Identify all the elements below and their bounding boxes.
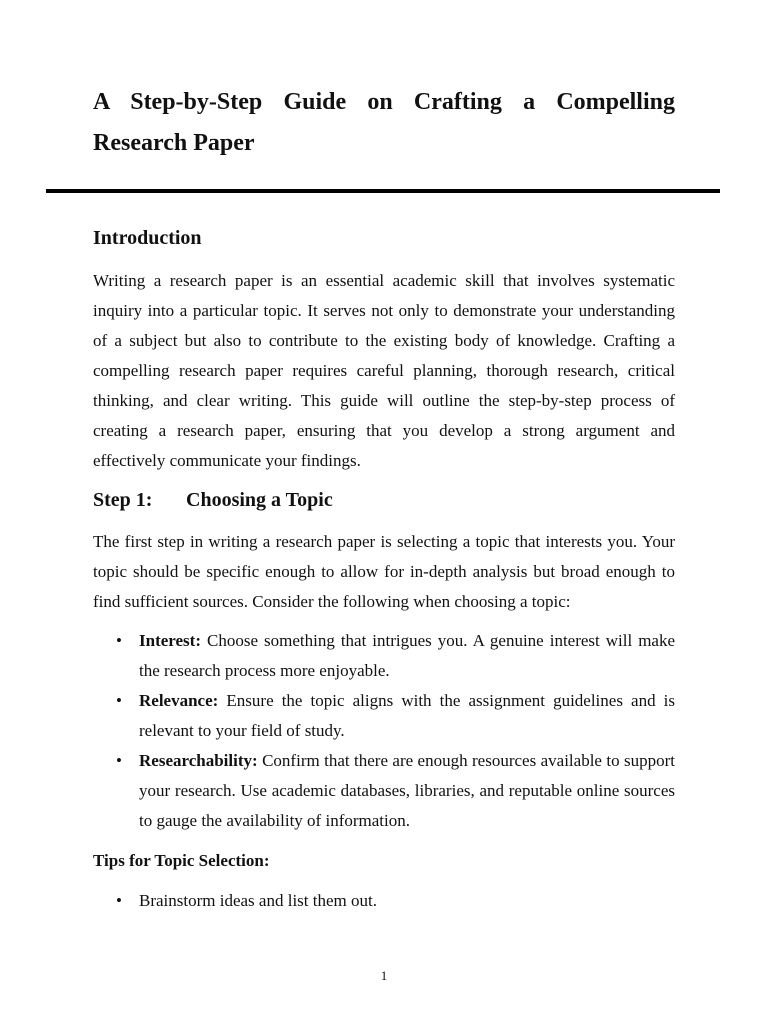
step-1-heading — [93, 484, 675, 516]
criterion-term: Interest: — [139, 631, 201, 650]
title-divider — [46, 189, 720, 193]
introduction-paragraph: Writing a research paper is an essential academic skill that involves systematic inquiry into a particular topic. It serves not only to demonstrate your understanding of a subject but also to contribute to the existing body of knowledge. Crafting a compelling research paper requires careful planning, thorough research, critical thinking, and clear writing. This guide will outline the step-by-step process of creating a research paper, ensuring that you develop a strong argument and effectively communicate your findings. — [93, 271, 675, 470]
criterion-text: Choose something that intrigues you. A genuine interest will make the research process more enjoyable. — [139, 631, 676, 680]
list-item — [139, 626, 675, 686]
criterion-term: Relevance: — [139, 691, 219, 710]
step-1-number: Step 1: — [93, 489, 153, 511]
tips-heading: Tips for Topic Selection: — [93, 851, 270, 870]
page-number: 1 — [380, 968, 388, 983]
list-item: • Brainstorm ideas and list them out. — [139, 886, 675, 916]
criterion-term: Researchability: — [139, 751, 258, 770]
criterion-text: Ensure the topic aligns with the assignment guidelines and is relevant to your field of study. — [139, 691, 675, 740]
document-title: A Step-by-Step Guide on Crafting a Compelling Research Paper — [93, 89, 675, 156]
topic-criteria-list — [93, 626, 675, 836]
criterion-text: Confirm that there are enough resources available to support your research. Use academic databases, libraries, and reputable online sources to gauge the availability of information. — [139, 751, 676, 830]
step-1-paragraph: The first step in writing a research paper is selecting a topic that interests you. Your topic should be specific enough to allow for in-depth analysis but broad enough to find sufficient sources. Consider the following when choosing a topic: — [93, 532, 675, 611]
introduction-heading: Introduction — [93, 227, 202, 249]
document-body — [93, 222, 675, 916]
list-item — [139, 746, 675, 836]
list-item — [139, 686, 675, 746]
step-1-title: Choosing a Topic — [186, 489, 333, 511]
tips-list — [93, 886, 675, 916]
